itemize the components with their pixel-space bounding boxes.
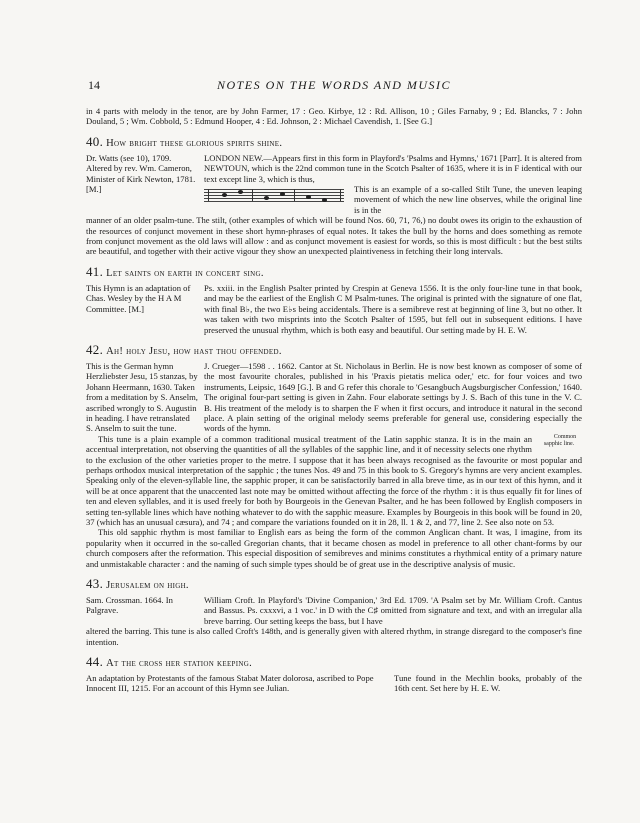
section-41-heading: 41. Let saints on earth in concert sing.	[86, 263, 264, 279]
section-42-heading: 42. Ah! holy Jesu, how hast thou offended.	[86, 341, 282, 357]
page-header	[88, 78, 580, 94]
section-40-continuation: manner of an older psalm-tune. The stilt, (other examples of which will be found Nos. 60, 71, 76,) no doubt owes its origin to the exhaustion of the resources of conjunct movement in these short hymn-phrases of equal notes. It takes the bull by the horns and does something as remote from conjunct movement as the old laws will allow : and as conjunct movement is easiest for words, so this is most difficult : but the best stilts are beautiful, and together with their active vigour they show an unexpected plaintiveness in fetching their long intervals.	[86, 215, 582, 257]
music-staff-example	[204, 186, 344, 208]
section-40-tune-note: LONDON NEW.—Appears first in this form in Playford's 'Psalms and Hymns,' 1671 [Parr]. It is altered from NEWTOUN, which is the 22nd common tune in the Scotch Psalter of 1635, where it is in F identical with our text except line 3, which is thus,	[204, 152, 582, 184]
section-44-title: At the cross her station keeping.	[106, 658, 252, 670]
section-44-heading: 44. At the cross her station keeping.	[86, 654, 252, 670]
section-40-title: How bright these glorious spirits shine.	[106, 137, 283, 149]
section-40-hymn-note: Dr. Watts (see 10), 1709. Altered by rev. Wm. Cameron, Minister of Kirk Newton, 1781. [M.]	[86, 152, 196, 195]
section-42-body	[86, 361, 582, 434]
section-43-title: Jerusalem on high.	[106, 580, 189, 592]
section-44-body	[86, 673, 582, 694]
section-44-hymn-note: An adaptation by Protestants of the famous Stabat Mater dolorosa, ascribed to Pope Innocent III, 1215. For an account of this Hymn see Julian.	[86, 673, 374, 694]
section-42-hymn-note: This is the German hymn Herzliebster Jesu, 15 stanzas, by Johann Heermann, 1630. Taken from a meditation by S. Anselm, ascribed wrongly to S. Augustin in heading. I have retranslated S. Anselm to suit the tune.	[86, 360, 198, 434]
section-43-body	[86, 595, 582, 626]
margin-note: Common sapphic line.	[543, 433, 577, 447]
section-42-title: Ah! holy Jesu, how hast thou offended.	[106, 345, 282, 357]
section-43-heading: 43. Jerusalem on high.	[86, 576, 189, 592]
section-41-body	[86, 283, 582, 335]
section-41-title: Let saints on earth in concert sing.	[106, 267, 264, 279]
section-43-continuation: altered the barring. This tune is also called Croft's 148th, and is generally given with altered rhythm, in strange disregard to the composer's fine intention.	[86, 626, 582, 647]
section-42-tune-note: J. Crueger—1598 . . 1662. Cantor at St. Nicholaus in Berlin. He is now best known as composer of some of the most favourite chorales, published in his 'Praxis pietatis melica oder,' etc. for four voices and two instruments, Leipsic, 1649 [G.]. B and G refer this chorale to 'Gesangbuch Augsburgischer Confession,' 1640. The original four-part setting is given in Zahn. Four elaborate settings by J. S. Bach of this tune in the V. C. B. His treatment of the melody is to sharpen the F when it first occurs, and introduce it natural in the second place. A plain setting of the original melody seems preferable for general use, considering especially the words of the hymn.	[204, 360, 582, 434]
section-40-stilt-note: This is an example of a so-called Stilt Tune, the uneven leaping movement of which the new line observes, while the original line is in the	[354, 184, 582, 215]
section-42-sapphic-paragraph: This tune is a plain example of a common traditional musical treatment of the Latin sapphic stanza. It is in the main an accentual interpretation, not observing the quantities of all the syllables of the sapphic line, and it of necessity selects one rhythm to the exclusion of the other varieties proper to the metre. I suppose that it has been always recognised as the favourite or most popular and perhaps orthodox musical interpretation of the sapphic ; the tunes Nos. 49 and 75 in this book to S. Gregory's hymns are very ancient examples. Speaking only of the eleven-syllable line, the sapphic proper, it can be satisfactorily barred in alla breve time, as in our text of this hymn, and it will be at once apparent that the unaccented last note may be omitted without affecting the force of the rhythm : it is thus equally fit for lines of ten and eleven syllables, and it is used freely for both by Bourgeois in the Genevan Psalter, and he has been followed by English composers in setting ten-syllable lines which have nothing whatever to do with the sapphic measure. Examples by Bourgeois in this book will be found in 20, 37 (which has an unusual cæsura), and 74 ; and compare the variations founded on it in 28, ll. 1 & 2, and 77, line 2. See also note on 53.	[86, 433, 582, 527]
section-42-chant-paragraph: This old sapphic rhythm is most familiar to English ears as being the form of the common Anglican chant. It was, I imagine, from its popularity when it occurred in the so-called Gregorian chants, that it became chosen as model in preference to all other chant-forms by our church composers after the reformation. This especial disposition of semibreves and minims constitutes a rhythmical entity of a primary nature and unmistakable character : and the naming of such simple types should be of great use in the descriptive analysis of music.	[86, 527, 582, 569]
page-number: 14	[88, 78, 100, 92]
page-body	[86, 106, 582, 694]
intro-paragraph: in 4 parts with melody in the tenor, are by John Farmer, 17 : Geo. Kirbye, 12 : Rd. Allison, 10 ; Giles Farnaby, 9 ; Ed. Blancks, 7 : John Douland, 5 ; Wm. Cobbold, 5 : Edmund Hooper, 4 : Ed. Johnson, 2 : Michael Cavendish, 1. [See G.]	[86, 106, 582, 127]
section-44-tune-note: Tune found in the Mechlin books, probably of the 16th cent. Set here by H. E. W.	[394, 673, 582, 694]
section-40-body	[86, 153, 582, 215]
section-41-tune-note: Ps. xxiii. in the English Psalter printed by Crespin at Geneva 1556. It is the only four-line tune in that book, and may be the earliest of the English C M Psalm-tunes. The original is printed with the signature of one flat, with final B♭, the two E♭s being accidentals. There is a semibreve rest at beginning of line 3, but no other. It was taken with two misprints into the Scotch Psalter of 1595, but fell out in subsequent editions. I have preserved the unusual rhythm, which is both easy and beautiful. Our setting made by H. E. W.	[204, 282, 582, 335]
section-43-tune-note: William Croft. In Playford's 'Divine Companion,' 3rd Ed. 1709. 'A Psalm set by Mr. William Croft. Cantus and Bassus. Ps. cxxxvi, a 1 voc.' in D with the C♯ omitted from signature and text, and with an irregular alla breve barring. Our setting keeps the bass, but I have	[204, 595, 582, 626]
section-40-heading: 40. How bright these glorious spirits shine.	[86, 133, 283, 149]
section-41-hymn-note: This Hymn is an adaptation of Chas. Wesley by the H A M Committee. [M.]	[86, 282, 191, 314]
section-43-hymn-note: Sam. Crossman. 1664. In Palgrave.	[86, 595, 173, 616]
running-title: NOTES ON THE WORDS AND MUSIC	[216, 78, 452, 92]
